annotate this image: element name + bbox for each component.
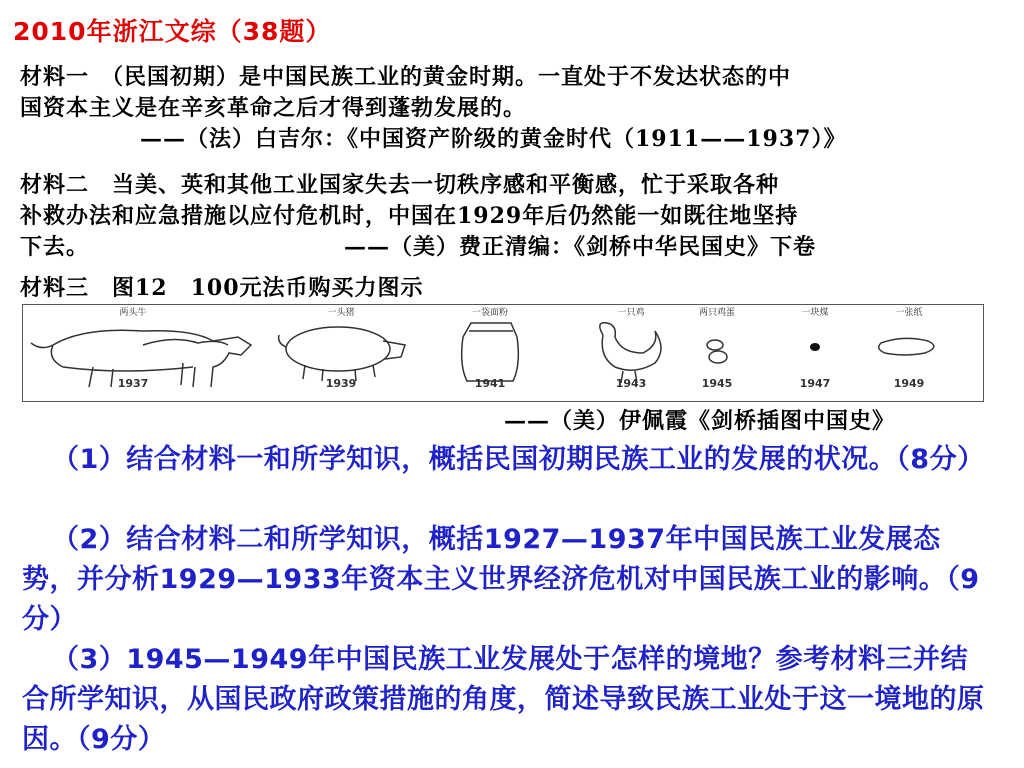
material-two-line-3-row — [20, 232, 817, 263]
question-1: （1）结合材料一和所学知识，概括民国初期民族工业的发展的状况。（8分） — [52, 444, 985, 475]
item-caption: 一张纸 — [895, 308, 923, 318]
coal-icon — [810, 343, 820, 351]
year-label: 1943 — [615, 377, 647, 390]
eggs-icon — [707, 340, 727, 363]
material-one-source: ——（法）白吉尔：《中国资产阶级的黄金时代（1911——1937）》 — [140, 126, 847, 152]
material-three-heading: 材料三 图12 100元法币购买力图示 — [20, 275, 424, 301]
item-caption: 一袋面粉 — [471, 308, 509, 318]
page-title: 2010年浙江文综（38题） — [13, 17, 332, 46]
year-label: 1947 — [799, 377, 831, 390]
material-two-line-2: 补救办法和应急措施以应付危机时，中国在1929年后仍然能一如既往地坚持 — [20, 203, 799, 229]
question-3: （3）1945—1949年中国民族工业发展处于怎样的境地？参考材料三并结合所学知识，从国民政府政策措施的角度，简述导致民族工业处于这一境地的原因。（9分） — [22, 644, 985, 755]
item-caption: 两只鸡蛋 — [698, 308, 736, 318]
pig-icon — [279, 327, 405, 381]
flour-sack-icon — [462, 323, 519, 381]
item-caption: 一头猪 — [327, 308, 355, 318]
chicken-icon — [600, 323, 661, 383]
material-two-source: ——（美）费正清编：《剑桥中华民国史》下卷 — [344, 234, 817, 260]
material-three-source: ——（美）伊佩霞《剑桥插图中国史》 — [504, 408, 896, 434]
paper-icon — [879, 338, 934, 355]
year-label: 1939 — [325, 377, 357, 390]
material-one — [20, 62, 846, 155]
item-caption: 一只鸡 — [617, 308, 645, 318]
item-caption: 一块煤 — [801, 308, 829, 318]
purchasing-power-illustration — [22, 304, 984, 402]
year-label: 1949 — [893, 377, 925, 390]
material-two-line-3: 下去。 — [20, 234, 90, 260]
material-one-line-1: 材料一 （民国初期）是中国民族工业的黄金时期。一直处于不发达状态的中 — [20, 64, 792, 90]
item-caption: 两头牛 — [119, 308, 147, 318]
year-label: 1937 — [117, 377, 149, 390]
year-label: 1945 — [701, 377, 733, 390]
year-label: 1941 — [474, 377, 506, 390]
material-two-line-1: 材料二 当美、英和其他工业国家失去一切秩序感和平衡感，忙于采取各种 — [20, 172, 780, 198]
material-one-line-2: 国资本主义是在辛亥革命之后才得到蓬勃发展的。 — [20, 95, 527, 121]
material-two — [20, 170, 817, 263]
purchasing-power-svg — [23, 305, 983, 401]
question-2: （2）结合材料二和所学知识，概括1927—1937年中国民族工业发展态势，并分析1929—1933年资本主义世界经济危机对中国民族工业的影响。（9分） — [22, 524, 980, 635]
